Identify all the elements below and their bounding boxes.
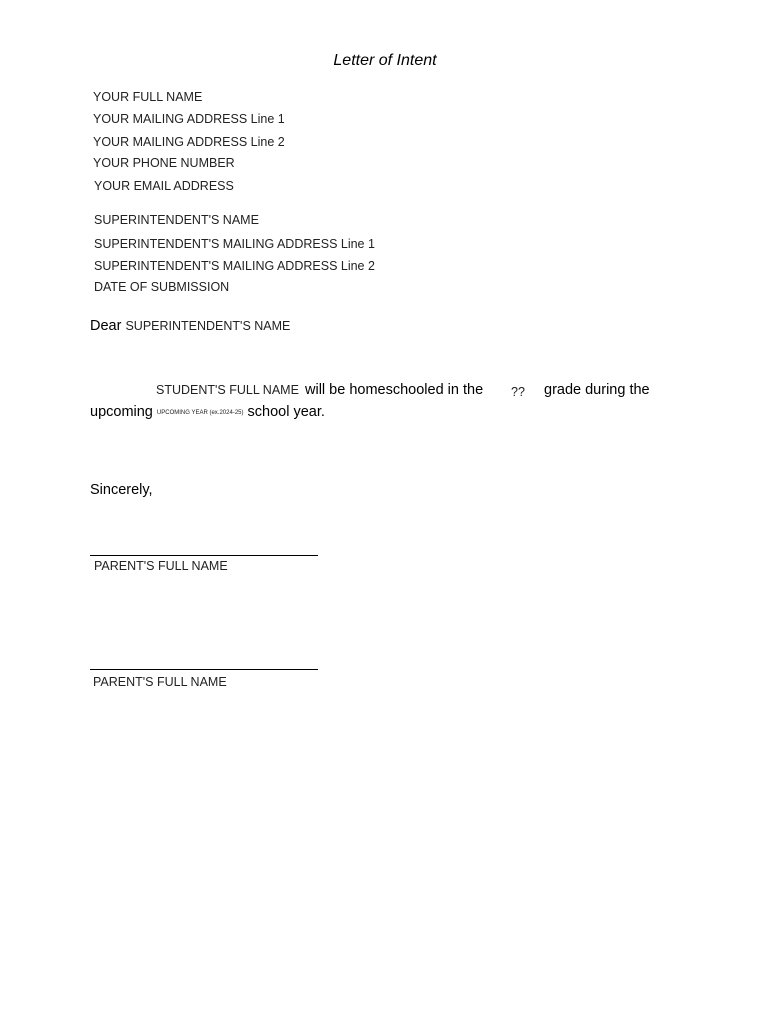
body-text-school-year: school year. [247,404,325,420]
salutation-superintendent-name-field[interactable]: SUPERINTENDENT'S NAME [125,319,291,333]
body-line-2 [90,402,325,423]
sender-address-line1-field[interactable]: YOUR MAILING ADDRESS Line 1 [93,112,285,126]
parent-full-name-field-2[interactable]: PARENT'S FULL NAME [93,675,227,689]
salutation-word: Dear [90,318,122,334]
body-text-grade-during: grade during the [544,382,650,398]
sender-address-line2-field[interactable]: YOUR MAILING ADDRESS Line 2 [93,135,285,149]
sender-email-field[interactable]: YOUR EMAIL ADDRESS [94,179,234,193]
superintendent-address-line1-field[interactable]: SUPERINTENDENT'S MAILING ADDRESS Line 1 [94,237,375,251]
parent-full-name-field-1[interactable]: PARENT'S FULL NAME [94,559,228,573]
body-student-name-field[interactable] [156,380,299,400]
letter-title: Letter of Intent [333,52,437,69]
grade-field[interactable] [511,382,525,402]
body-text-homeschooled: will be homeschooled in the [305,382,484,398]
closing: Sincerely, [90,482,153,498]
signature-line-2[interactable] [90,669,318,670]
student-full-name-field[interactable]: STUDENT'S FULL NAME [156,383,299,397]
salutation [90,316,290,336]
body-text-upcoming: upcoming [90,404,153,420]
grade-value[interactable]: ?? [511,385,525,399]
date-of-submission-field[interactable]: DATE OF SUBMISSION [94,280,230,294]
superintendent-name-field[interactable]: SUPERINTENDENT'S NAME [94,213,259,227]
upcoming-year-field[interactable]: UPCOMING YEAR (ex.2024-25) [156,410,244,416]
sender-phone-field[interactable]: YOUR PHONE NUMBER [93,156,235,170]
superintendent-address-line2-field[interactable]: SUPERINTENDENT'S MAILING ADDRESS Line 2 [94,259,375,273]
sender-full-name-field[interactable]: YOUR FULL NAME [93,90,203,104]
signature-line-1[interactable] [90,555,318,556]
